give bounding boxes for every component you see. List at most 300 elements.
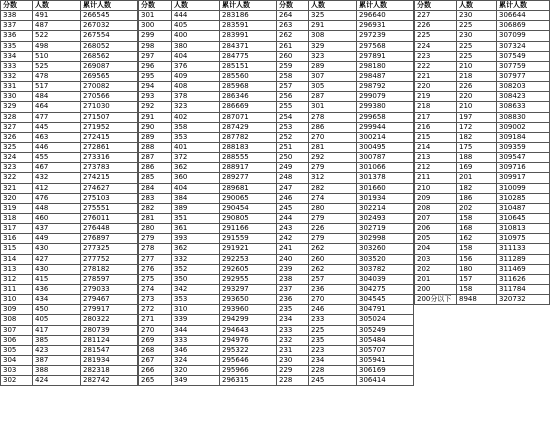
score-cell: 214 <box>415 142 457 152</box>
table-row <box>139 376 277 386</box>
cumulative-cell: 290454 <box>220 203 277 213</box>
table-row <box>1 376 138 386</box>
cumulative-cell: 307324 <box>497 41 550 51</box>
table-row <box>1 51 138 61</box>
count-cell: 477 <box>33 112 81 122</box>
cumulative-cell: 297568 <box>357 41 414 51</box>
table-row <box>1 41 138 51</box>
table-row <box>1 112 138 122</box>
table-row <box>277 82 414 92</box>
score-cell: 295 <box>139 71 172 81</box>
count-cell: 289 <box>309 61 357 71</box>
table-row <box>277 264 414 274</box>
cumulative-cell: 306644 <box>497 11 550 21</box>
score-cell: 200分以下 <box>415 295 457 305</box>
count-cell: 362 <box>172 163 220 173</box>
count-cell: 491 <box>33 11 81 21</box>
score-cell: 217 <box>415 112 457 122</box>
table-row <box>139 345 277 355</box>
score-cell: 236 <box>277 295 309 305</box>
count-cell: 286 <box>309 122 357 132</box>
table-row <box>1 173 138 183</box>
header-row <box>139 1 277 11</box>
cumulative-cell: 306869 <box>497 21 550 31</box>
count-cell: 201 <box>457 173 497 183</box>
cumulative-cell: 272415 <box>81 132 138 142</box>
cumulative-cell: 279033 <box>81 284 138 294</box>
count-cell: 270 <box>309 132 357 142</box>
count-cell: 274 <box>309 193 357 203</box>
table-row <box>139 325 277 335</box>
cumulative-cell: 299380 <box>357 102 414 112</box>
table-row <box>1 345 138 355</box>
table-row <box>277 163 414 173</box>
table-row <box>139 234 277 244</box>
cumulative-cell: 283991 <box>220 31 277 41</box>
cumulative-cell: 304275 <box>357 284 414 294</box>
table-row <box>139 92 277 102</box>
count-cell: 344 <box>172 325 220 335</box>
table-row <box>277 71 414 81</box>
score-cell: 287 <box>139 153 172 163</box>
cumulative-cell: 305941 <box>357 355 414 365</box>
cumulative-cell: 294643 <box>220 325 277 335</box>
count-cell: 430 <box>33 264 81 274</box>
count-cell: 352 <box>172 264 220 274</box>
count-cell: 358 <box>172 122 220 132</box>
cumulative-cell: 304545 <box>357 295 414 305</box>
cumulative-cell: 309359 <box>497 142 550 152</box>
score-cell: 223 <box>415 51 457 61</box>
score-cell: 212 <box>415 163 457 173</box>
count-cell: 325 <box>309 11 357 21</box>
header-row <box>415 1 550 11</box>
table-row <box>415 183 550 193</box>
table-row <box>139 213 277 223</box>
count-cell: 210 <box>457 61 497 71</box>
score-cell: 211 <box>415 173 457 183</box>
table-row <box>415 102 550 112</box>
score-cell: 222 <box>415 61 457 71</box>
count-cell: 387 <box>33 355 81 365</box>
header-cell: 人数 <box>172 1 220 11</box>
count-cell: 278 <box>309 112 357 122</box>
score-cell: 330 <box>1 92 33 102</box>
count-cell: 236 <box>309 284 357 294</box>
count-cell: 158 <box>457 284 497 294</box>
cumulative-cell: 298792 <box>357 82 414 92</box>
score-cell: 336 <box>1 31 33 41</box>
count-cell: 405 <box>172 21 220 31</box>
cumulative-cell: 267554 <box>81 31 138 41</box>
cumulative-cell: 302998 <box>357 234 414 244</box>
cumulative-cell: 285560 <box>220 71 277 81</box>
count-cell: 476 <box>33 193 81 203</box>
table-row <box>139 264 277 274</box>
table-row <box>415 153 550 163</box>
cumulative-cell: 311626 <box>497 274 550 284</box>
table-row <box>277 193 414 203</box>
cumulative-cell: 274215 <box>81 173 138 183</box>
table-row <box>1 315 138 325</box>
count-cell: 329 <box>309 41 357 51</box>
table-row <box>1 61 138 71</box>
count-cell: 320 <box>172 366 220 376</box>
count-cell: 218 <box>457 71 497 81</box>
score-cell: 272 <box>139 305 172 315</box>
score-cell: 276 <box>139 264 172 274</box>
cumulative-cell: 284775 <box>220 51 277 61</box>
cumulative-cell: 270082 <box>81 82 138 92</box>
table-row <box>139 61 277 71</box>
score-cell: 261 <box>277 41 309 51</box>
count-cell: 415 <box>33 274 81 284</box>
count-cell: 175 <box>457 142 497 152</box>
count-cell: 525 <box>33 61 81 71</box>
score-cell: 300 <box>139 21 172 31</box>
table-row <box>415 71 550 81</box>
score-cell: 244 <box>277 213 309 223</box>
score-cell: 209 <box>415 193 457 203</box>
table-row <box>139 11 277 21</box>
cumulative-cell: 293650 <box>220 295 277 305</box>
count-cell: 292 <box>309 153 357 163</box>
score-cell: 338 <box>1 11 33 21</box>
count-cell: 226 <box>309 224 357 234</box>
count-cell: 353 <box>172 295 220 305</box>
table-row <box>139 82 277 92</box>
count-cell: 257 <box>309 274 357 284</box>
cumulative-cell: 287429 <box>220 122 277 132</box>
cumulative-cell: 285151 <box>220 61 277 71</box>
table-row <box>277 31 414 41</box>
cumulative-cell: 295646 <box>220 355 277 365</box>
score-cell: 249 <box>277 163 309 173</box>
cumulative-cell: 291166 <box>220 224 277 234</box>
table-row <box>139 71 277 81</box>
score-cell: 288 <box>139 142 172 152</box>
table-row <box>139 41 277 51</box>
score-cell: 335 <box>1 41 33 51</box>
cumulative-cell: 294299 <box>220 315 277 325</box>
score-cell: 225 <box>415 31 457 41</box>
score-cell: 265 <box>139 376 172 386</box>
cumulative-cell: 311469 <box>497 264 550 274</box>
table-row <box>277 284 414 294</box>
score-cell: 289 <box>139 132 172 142</box>
count-cell: 307 <box>309 71 357 81</box>
score-cell: 285 <box>139 173 172 183</box>
count-cell: 484 <box>33 92 81 102</box>
score-cell: 232 <box>277 335 309 345</box>
cumulative-cell: 282742 <box>81 376 138 386</box>
table-row <box>277 11 414 21</box>
count-cell: 225 <box>457 41 497 51</box>
table-row <box>139 51 277 61</box>
cumulative-cell: 310813 <box>497 224 550 234</box>
count-cell: 172 <box>457 122 497 132</box>
table-row <box>277 335 414 345</box>
table-row <box>277 112 414 122</box>
count-cell: 401 <box>172 142 220 152</box>
count-cell: 308 <box>309 31 357 41</box>
score-cell: 200 <box>415 284 457 294</box>
count-cell: 225 <box>457 51 497 61</box>
count-cell: 323 <box>172 102 220 112</box>
count-cell: 180 <box>457 264 497 274</box>
cumulative-cell: 305484 <box>357 335 414 345</box>
count-cell: 280 <box>309 203 357 213</box>
cumulative-cell: 286669 <box>220 102 277 112</box>
table-row <box>415 274 550 284</box>
score-cell: 303 <box>1 366 33 376</box>
table-row <box>277 355 414 365</box>
count-cell: 446 <box>33 142 81 152</box>
cumulative-cell: 305707 <box>357 345 414 355</box>
table-row <box>415 295 550 305</box>
count-cell: 361 <box>172 224 220 234</box>
cumulative-cell: 305249 <box>357 325 414 335</box>
table-row <box>277 102 414 112</box>
cumulative-cell: 320732 <box>497 295 550 305</box>
score-cell: 251 <box>277 142 309 152</box>
table-row <box>139 193 277 203</box>
cumulative-cell: 273316 <box>81 153 138 163</box>
count-cell: 210 <box>457 102 497 112</box>
count-cell: 230 <box>457 11 497 21</box>
count-cell: 444 <box>172 11 220 21</box>
cumulative-cell: 283591 <box>220 21 277 31</box>
cumulative-cell: 292253 <box>220 254 277 264</box>
cumulative-cell: 269565 <box>81 71 138 81</box>
score-cell: 246 <box>277 193 309 203</box>
table-row <box>139 102 277 112</box>
score-cell: 267 <box>139 355 172 365</box>
count-cell: 417 <box>33 325 81 335</box>
table-row <box>1 71 138 81</box>
cumulative-cell: 266545 <box>81 11 138 21</box>
table-row <box>1 284 138 294</box>
table-row <box>277 376 414 386</box>
score-cell: 270 <box>139 325 172 335</box>
score-cell: 206 <box>415 224 457 234</box>
count-cell: 388 <box>33 366 81 376</box>
table-row <box>415 254 550 264</box>
score-cell: 325 <box>1 142 33 152</box>
header-cell: 人数 <box>33 1 81 11</box>
table-row <box>139 305 277 315</box>
cumulative-cell: 293960 <box>220 305 277 315</box>
cumulative-cell: 283186 <box>220 11 277 21</box>
header-row <box>1 1 138 11</box>
cumulative-cell: 292955 <box>220 274 277 284</box>
score-cell: 274 <box>139 284 172 294</box>
cumulative-cell: 297239 <box>357 31 414 41</box>
table-row <box>415 82 550 92</box>
table-row <box>277 315 414 325</box>
cumulative-cell: 305024 <box>357 315 414 325</box>
score-cell: 326 <box>1 132 33 142</box>
score-cell: 280 <box>139 224 172 234</box>
score-cell: 327 <box>1 122 33 132</box>
cumulative-cell: 275103 <box>81 193 138 203</box>
cumulative-cell: 311289 <box>497 254 550 264</box>
score-cell: 284 <box>139 183 172 193</box>
score-cell: 291 <box>139 112 172 122</box>
cumulative-cell: 310099 <box>497 183 550 193</box>
count-cell: 342 <box>172 284 220 294</box>
score-cell: 213 <box>415 153 457 163</box>
header-cell: 累计人数 <box>81 1 138 11</box>
count-cell: 349 <box>172 376 220 386</box>
count-cell: 467 <box>33 163 81 173</box>
score-cell: 234 <box>277 315 309 325</box>
table-row <box>415 31 550 41</box>
table-row <box>415 11 550 21</box>
cumulative-cell: 292605 <box>220 264 277 274</box>
count-cell: 445 <box>33 122 81 132</box>
table-row <box>277 61 414 71</box>
cumulative-cell: 307549 <box>497 51 550 61</box>
count-cell: 168 <box>457 224 497 234</box>
count-cell: 436 <box>33 284 81 294</box>
count-cell: 220 <box>457 92 497 102</box>
score-cell: 252 <box>277 132 309 142</box>
score-cell: 304 <box>1 355 33 365</box>
count-cell: 402 <box>172 112 220 122</box>
table-row <box>1 254 138 264</box>
cumulative-cell: 298487 <box>357 71 414 81</box>
count-cell: 408 <box>172 82 220 92</box>
table-row <box>139 112 277 122</box>
cumulative-cell: 294976 <box>220 335 277 345</box>
table-row <box>1 305 138 315</box>
table-row <box>415 92 550 102</box>
count-cell: 487 <box>33 21 81 31</box>
count-cell: 464 <box>33 102 81 112</box>
score-cell: 308 <box>1 315 33 325</box>
cumulative-cell: 295966 <box>220 366 277 376</box>
count-cell: 404 <box>172 183 220 193</box>
header-cell: 分数 <box>277 1 309 11</box>
table-row <box>1 295 138 305</box>
count-cell: 372 <box>172 153 220 163</box>
table-row <box>277 244 414 254</box>
table-row <box>1 102 138 112</box>
score-cell: 322 <box>1 173 33 183</box>
table-row <box>277 366 414 376</box>
cumulative-cell: 304791 <box>357 305 414 315</box>
count-cell: 434 <box>33 295 81 305</box>
table-row <box>139 31 277 41</box>
table-row <box>139 183 277 193</box>
score-cell: 233 <box>277 325 309 335</box>
score-cell: 323 <box>1 163 33 173</box>
table-row <box>1 335 138 345</box>
table-row <box>1 11 138 21</box>
cumulative-cell: 296931 <box>357 21 414 31</box>
table-row <box>139 254 277 264</box>
cumulative-cell: 296640 <box>357 11 414 21</box>
count-cell: 427 <box>33 254 81 264</box>
score-cell: 329 <box>1 102 33 112</box>
count-cell: 234 <box>309 355 357 365</box>
table-row <box>139 203 277 213</box>
cumulative-cell: 274627 <box>81 183 138 193</box>
score-cell: 216 <box>415 122 457 132</box>
count-cell: 301 <box>309 102 357 112</box>
cumulative-cell: 276011 <box>81 213 138 223</box>
cumulative-cell: 297891 <box>357 51 414 61</box>
score-cell: 331 <box>1 82 33 92</box>
score-cell: 324 <box>1 153 33 163</box>
table-row <box>277 345 414 355</box>
cumulative-cell: 270566 <box>81 92 138 102</box>
count-cell: 510 <box>33 51 81 61</box>
score-cell: 319 <box>1 203 33 213</box>
count-cell: 385 <box>33 335 81 345</box>
cumulative-cell: 295322 <box>220 345 277 355</box>
count-cell: 225 <box>457 21 497 31</box>
cumulative-cell: 278182 <box>81 264 138 274</box>
cumulative-cell: 287782 <box>220 132 277 142</box>
count-cell: 157 <box>457 274 497 284</box>
score-cell: 302 <box>1 376 33 386</box>
score-cell: 275 <box>139 274 172 284</box>
table-row <box>277 122 414 132</box>
count-cell: 262 <box>309 264 357 274</box>
cumulative-cell: 300214 <box>357 132 414 142</box>
table-row <box>415 193 550 203</box>
count-cell: 423 <box>33 345 81 355</box>
table-row <box>139 21 277 31</box>
table-row <box>1 234 138 244</box>
count-cell: 228 <box>309 366 357 376</box>
count-cell: 225 <box>309 325 357 335</box>
table-row <box>277 183 414 193</box>
table-row <box>139 142 277 152</box>
cumulative-cell: 286346 <box>220 92 277 102</box>
count-cell: 412 <box>33 183 81 193</box>
table-row <box>277 132 414 142</box>
cumulative-cell: 301660 <box>357 183 414 193</box>
cumulative-cell: 289277 <box>220 173 277 183</box>
cumulative-cell: 301378 <box>357 173 414 183</box>
cumulative-cell: 310285 <box>497 193 550 203</box>
score-cell: 254 <box>277 112 309 122</box>
score-cell: 262 <box>277 31 309 41</box>
count-cell: 158 <box>457 244 497 254</box>
cumulative-cell: 279917 <box>81 305 138 315</box>
score-cell: 292 <box>139 102 172 112</box>
header-cell: 累计人数 <box>497 1 550 11</box>
score-cell: 245 <box>277 203 309 213</box>
score-cell: 277 <box>139 254 172 264</box>
count-cell: 246 <box>309 305 357 315</box>
score-cell: 309 <box>1 305 33 315</box>
score-cell: 318 <box>1 213 33 223</box>
count-cell: 449 <box>33 234 81 244</box>
table-row <box>139 274 277 284</box>
score-cell: 269 <box>139 335 172 345</box>
table-row <box>139 153 277 163</box>
score-table-column-3 <box>276 0 414 386</box>
table-row <box>415 132 550 142</box>
table-row <box>139 132 277 142</box>
cumulative-cell: 277752 <box>81 254 138 264</box>
count-cell: 188 <box>457 153 497 163</box>
table-row <box>1 183 138 193</box>
